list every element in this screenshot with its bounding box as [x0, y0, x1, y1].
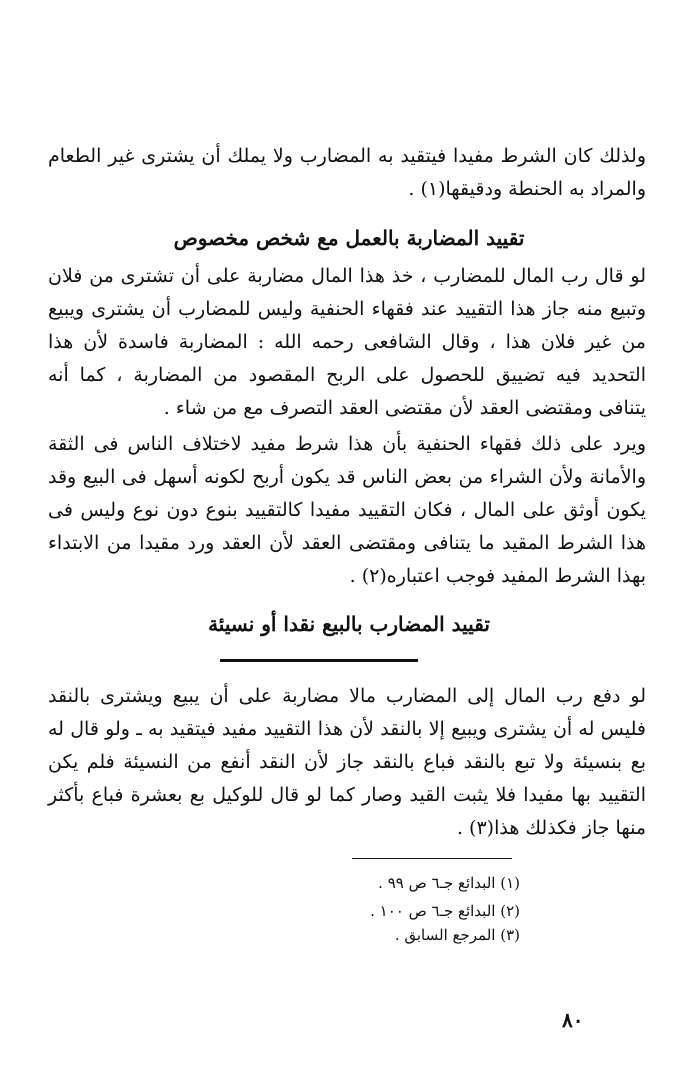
paragraph-2: لو قال رب المال للمضارب ، خذ هذا المال مضاربة على أن تشترى من فلان وتبيع منه جاز هذا التقييد عند فقهاء الحنفية وليس للمضارب أن يشترى ويبيع من غير فلان هذا ، وقال الشافعى رحمه الله : المضاربة فاسدة لأن هذا التحديد فيه تضييق للحصول على الربح المقصود من المضاربة ، كما أنه يتنافى ومقتضى العقد لأن مقتضى العقد التصرف مع من شاء . — [48, 265, 646, 419]
paragraph-4: لو دفع رب المال إلى المضارب مالا مضاربة على أن يبيع ويشترى بالنقد فليس له أن يشترى ويبيع إلا بالنقد لأن هذا التقييد مفيد فيتقيد به ـ ولو قال له بع بنسيئة ولا تبع بالنقد فباع بالنقد جاز لأن النقد أنفع من النسيئة فلم يكن التقييد بها مفيدا فلا يثبت القيد وصار كما لو قال للوكيل بع بعشرة فباع بأكثر منها جاز فكذلك هذا(٣) . — [48, 685, 646, 839]
section-heading-2: تقييد المضارب بالبيع نقدا أو نسيئة — [208, 612, 490, 636]
footnote-3: (٣) المرجع السابق . — [394, 926, 520, 944]
footnote-2: (٢) البدائع جـ٦ ص ١٠٠ . — [370, 902, 520, 920]
page-number: ٨٠ — [562, 1008, 584, 1032]
section-heading-1: تقييد المضاربة بالعمل مع شخص مخصوص — [173, 226, 525, 250]
footnote-1: (١) البدائع جـ٦ ص ٩٩ . — [378, 874, 520, 892]
heading-underline-rule — [220, 659, 418, 662]
paragraph-3: ويرد على ذلك فقهاء الحنفية بأن هذا شرط مفيد لاختلاف الناس فى الثقة والأمانة ولأن الشراء من بعض الناس قد يكون أربح لكونه أسهل فى البيع وقد يكون أوثق على المال ، فكان التقييد مفيدا كالتقييد بنوع دون نوع وليس فى هذا الشرط المقيد ما يتنافى ومقتضى العقد لأن العقد ورد مقيدا من الابتداء بهذا الشرط المفيد فوجب اعتباره(٢) . — [48, 433, 646, 587]
footnote-separator — [352, 858, 512, 859]
paragraph-1: ولذلك كان الشرط مفيدا فيتقيد به المضارب ولا يملك أن يشترى غير الطعام والمراد به الحنطة ودقيقها(١) . — [48, 145, 646, 200]
